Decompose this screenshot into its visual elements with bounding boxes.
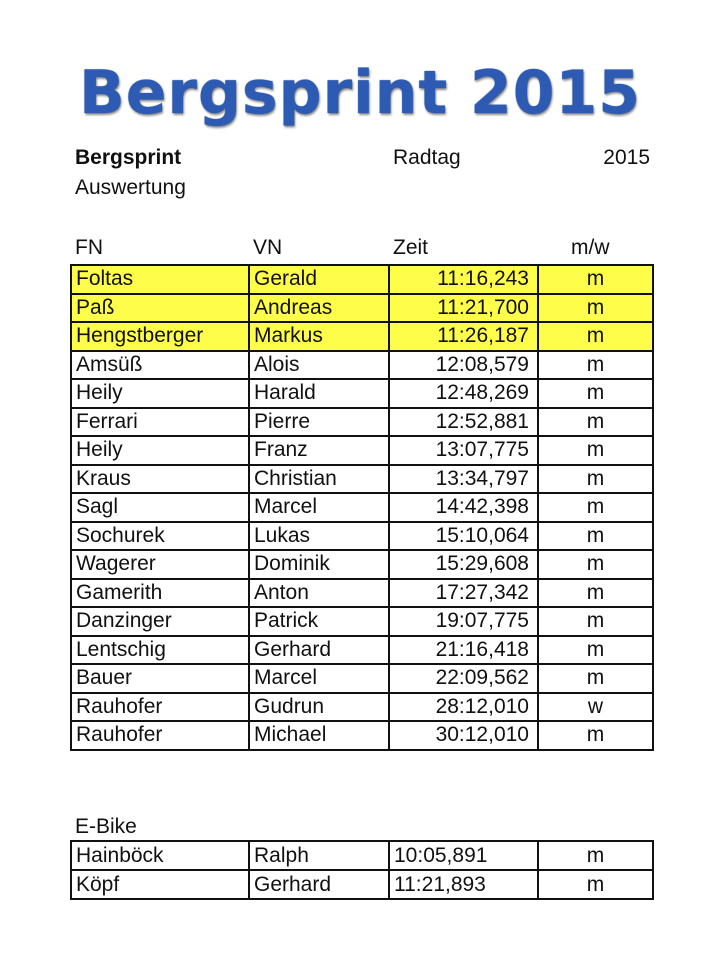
cell-fn: Paß <box>71 294 249 323</box>
column-header-mw: m/w <box>571 236 610 259</box>
cell-fn: Rauhofer <box>71 693 249 722</box>
cell-vn: Dominik <box>249 550 389 579</box>
header-event: Radtag <box>393 146 461 169</box>
ebike-label: E-Bike <box>75 815 137 838</box>
cell-fn: Hengstberger <box>71 322 249 351</box>
cell-vn: Marcel <box>249 493 389 522</box>
cell-vn: Gerhard <box>249 870 389 899</box>
cell-mw: m <box>538 607 653 636</box>
cell-vn: Andreas <box>249 294 389 323</box>
cell-mw: m <box>538 379 653 408</box>
cell-fn: Köpf <box>71 870 249 899</box>
table-row <box>71 493 653 522</box>
cell-vn: Gerhard <box>249 636 389 665</box>
cell-zeit: 15:10,064 <box>389 522 538 551</box>
cell-mw: m <box>538 636 653 665</box>
column-header-fn: FN <box>75 236 103 259</box>
table-row <box>71 550 653 579</box>
header-year: 2015 <box>603 146 650 169</box>
cell-zeit: 17:27,342 <box>389 579 538 608</box>
cell-fn: Gamerith <box>71 579 249 608</box>
cell-fn: Lentschig <box>71 636 249 665</box>
table-row <box>71 607 653 636</box>
cell-fn: Sochurek <box>71 522 249 551</box>
cell-zeit: 11:21,893 <box>389 870 538 899</box>
banner-title: Bergsprint 2015 <box>78 58 642 128</box>
cell-fn: Danzinger <box>71 607 249 636</box>
table-row <box>71 664 653 693</box>
column-header-zeit: Zeit <box>393 236 429 259</box>
cell-zeit: 11:16,243 <box>389 265 538 294</box>
results-table <box>70 264 654 751</box>
cell-zeit: 12:48,269 <box>389 379 538 408</box>
cell-vn: Harald <box>249 379 389 408</box>
cell-vn: Alois <box>249 351 389 380</box>
cell-fn: Ferrari <box>71 408 249 437</box>
header-subtitle: Auswertung <box>75 176 186 199</box>
table-row <box>71 841 653 870</box>
table-row <box>71 522 653 551</box>
cell-fn: Wagerer <box>71 550 249 579</box>
cell-vn: Christian <box>249 465 389 494</box>
cell-vn: Patrick <box>249 607 389 636</box>
cell-fn: Heily <box>71 379 249 408</box>
cell-fn: Heily <box>71 436 249 465</box>
table-row <box>71 294 653 323</box>
table-row <box>71 351 653 380</box>
cell-zeit: 14:42,398 <box>389 493 538 522</box>
cell-fn: Bauer <box>71 664 249 693</box>
table-row <box>71 870 653 899</box>
cell-mw: m <box>538 870 653 899</box>
cell-mw: m <box>538 579 653 608</box>
cell-fn: Kraus <box>71 465 249 494</box>
cell-vn: Anton <box>249 579 389 608</box>
column-header-vn: VN <box>253 236 283 259</box>
cell-zeit: 19:07,775 <box>389 607 538 636</box>
cell-mw: m <box>538 294 653 323</box>
cell-vn: Marcel <box>249 664 389 693</box>
cell-mw: m <box>538 522 653 551</box>
table-row <box>71 436 653 465</box>
cell-zeit: 12:52,881 <box>389 408 538 437</box>
cell-mw: m <box>538 351 653 380</box>
cell-fn: Hainböck <box>71 841 249 870</box>
cell-zeit: 30:12,010 <box>389 721 538 750</box>
cell-vn: Franz <box>249 436 389 465</box>
table-row <box>71 693 653 722</box>
cell-fn: Rauhofer <box>71 721 249 750</box>
cell-zeit: 12:08,579 <box>389 351 538 380</box>
cell-vn: Ralph <box>249 841 389 870</box>
document-header <box>75 146 650 206</box>
cell-mw: m <box>538 436 653 465</box>
cell-mw: m <box>538 721 653 750</box>
cell-zeit: 11:21,700 <box>389 294 538 323</box>
table-row <box>71 465 653 494</box>
cell-mw: m <box>538 408 653 437</box>
table-row <box>71 579 653 608</box>
cell-fn: Amsüß <box>71 351 249 380</box>
cell-mw: m <box>538 664 653 693</box>
table-row <box>71 379 653 408</box>
cell-zeit: 28:12,010 <box>389 693 538 722</box>
column-headers <box>75 236 650 262</box>
cell-zeit: 13:34,797 <box>389 465 538 494</box>
cell-mw: m <box>538 550 653 579</box>
cell-zeit: 15:29,608 <box>389 550 538 579</box>
cell-vn: Pierre <box>249 408 389 437</box>
cell-mw: w <box>538 693 653 722</box>
table-row <box>71 408 653 437</box>
header-title: Bergsprint <box>75 146 182 169</box>
cell-mw: m <box>538 322 653 351</box>
cell-vn: Gudrun <box>249 693 389 722</box>
cell-zeit: 21:16,418 <box>389 636 538 665</box>
cell-fn: Foltas <box>71 265 249 294</box>
cell-zeit: 13:07,775 <box>389 436 538 465</box>
cell-zeit: 22:09,562 <box>389 664 538 693</box>
cell-zeit: 11:26,187 <box>389 322 538 351</box>
table-row <box>71 721 653 750</box>
table-row <box>71 265 653 294</box>
cell-mw: m <box>538 493 653 522</box>
cell-vn: Lukas <box>249 522 389 551</box>
cell-vn: Gerald <box>249 265 389 294</box>
cell-vn: Markus <box>249 322 389 351</box>
cell-fn: Sagl <box>71 493 249 522</box>
cell-mw: m <box>538 465 653 494</box>
cell-mw: m <box>538 841 653 870</box>
cell-zeit: 10:05,891 <box>389 841 538 870</box>
table-row <box>71 322 653 351</box>
cell-mw: m <box>538 265 653 294</box>
cell-vn: Michael <box>249 721 389 750</box>
table-row <box>71 636 653 665</box>
ebike-table <box>70 840 654 900</box>
